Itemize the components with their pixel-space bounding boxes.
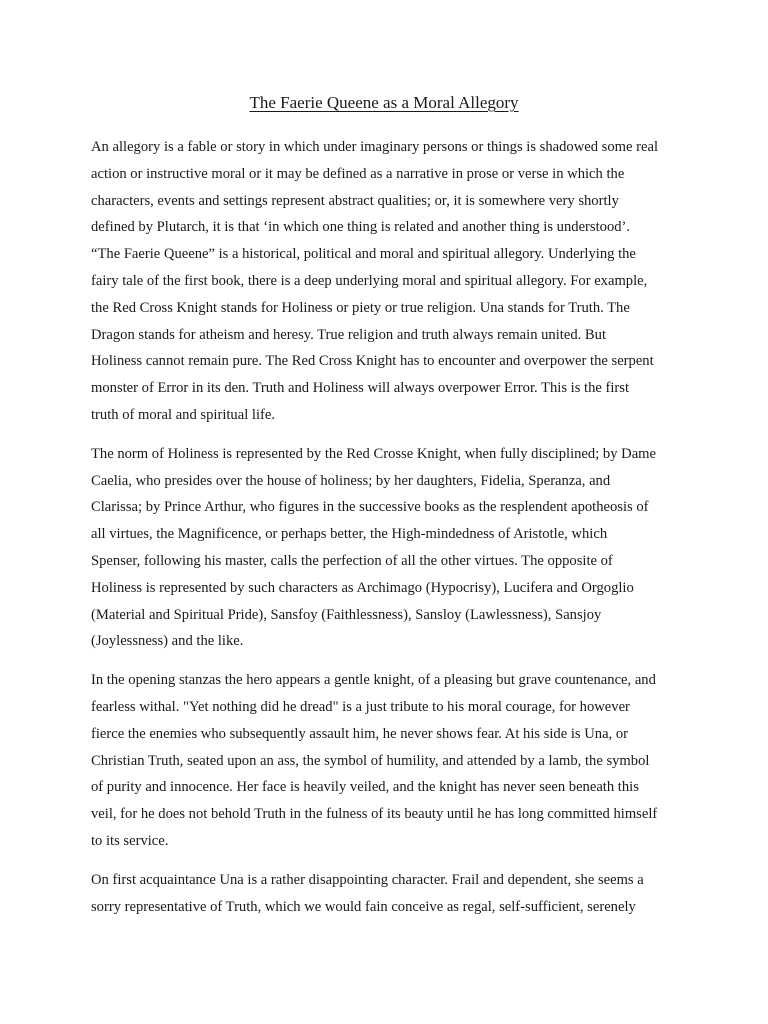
text-line: On first acquaintance Una is a rather disappointing character. Frail and dependent, she seems a — [91, 871, 644, 888]
page-title-text: The Faerie Queene as a Moral Allegory — [249, 93, 519, 112]
text-line: In the opening stanzas the hero appears a gentle knight, of a pleasing but grave countenance, and — [91, 672, 656, 689]
text-line: Holiness is represented by such characters as Archimago (Hypocrisy), Lucifera and Orgoglio — [91, 579, 634, 596]
text-line: fairy tale of the first book, there is a deep underlying moral and spiritual allegory. For example, — [91, 272, 648, 289]
text-line: characters, events and settings represent abstract qualities; or, it is somewhere very shortly — [91, 192, 619, 209]
text-line: Clarissa; by Prince Arthur, who figures in the successive books as the resplendent apotheosis of — [91, 499, 649, 516]
text-line: to its service. — [91, 832, 169, 849]
text-line: An allegory is a fable or story in which under imaginary persons or things is shadowed some real — [91, 139, 658, 155]
text-line: fierce the enemies who subsequently assault him, he never shows fear. At his side is Una, or — [91, 725, 629, 742]
text-line: (Material and Spiritual Pride), Sansfoy (Faithlessness), Sansloy (Lawlessness), Sansjoy — [91, 606, 602, 623]
text-line: action or instructive moral or it may be defined as a narrative in prose or verse in which the — [91, 165, 625, 182]
text-line: veil, for he does not behold Truth in the fulness of its beauty until he has long committed himself — [91, 806, 658, 823]
paragraph-3 — [91, 667, 683, 855]
paragraph-4 — [91, 867, 683, 921]
paragraph-1 — [91, 134, 683, 429]
paragraph-2 — [91, 441, 683, 655]
text-line: monster of Error in its den. Truth and Holiness will always overpower Error. This is the first — [91, 380, 630, 397]
text-line: of purity and innocence. Her face is heavily veiled, and the knight has never seen beneath this — [91, 779, 639, 796]
text-line: sorry representative of Truth, which we would fain conceive as regal, self-sufficient, serenely — [91, 898, 636, 915]
text-line: all virtues, the Magnificence, or perhaps better, the High-mindedness of Aristotle, which — [91, 526, 608, 543]
text-line: Christian Truth, seated upon an ass, the symbol of humility, and attended by a lamb, the symbol — [91, 752, 650, 769]
text-line: Dragon stands for atheism and heresy. True religion and truth always remain united. But — [91, 326, 606, 343]
page-title — [0, 92, 768, 114]
text-line: The norm of Holiness is represented by the Red Crosse Knight, when fully disciplined; by Dame — [91, 445, 656, 462]
text-line: Caelia, who presides over the house of holiness; by her daughters, Fidelia, Speranza, and — [91, 472, 611, 489]
text-line: “The Faerie Queene” is a historical, political and moral and spiritual allegory. Underlying the — [91, 246, 636, 263]
text-line: truth of moral and spiritual life. — [91, 406, 275, 423]
text-line: Holiness cannot remain pure. The Red Cross Knight has to encounter and overpower the serpent — [91, 353, 654, 370]
text-line: (Joylessness) and the like. — [91, 633, 244, 650]
text-line: fearless withal. "Yet nothing did he dread" is a just tribute to his moral courage, for however — [91, 698, 630, 715]
text-line: Spenser, following his master, calls the perfection of all the other virtues. The opposite of — [91, 552, 613, 569]
text-line: the Red Cross Knight stands for Holiness or piety or true religion. Una stands for Truth. The — [91, 299, 630, 316]
document-body — [91, 134, 683, 932]
text-line: defined by Plutarch, it is that ‘in which one thing is related and another thing is understood’. — [91, 219, 631, 236]
